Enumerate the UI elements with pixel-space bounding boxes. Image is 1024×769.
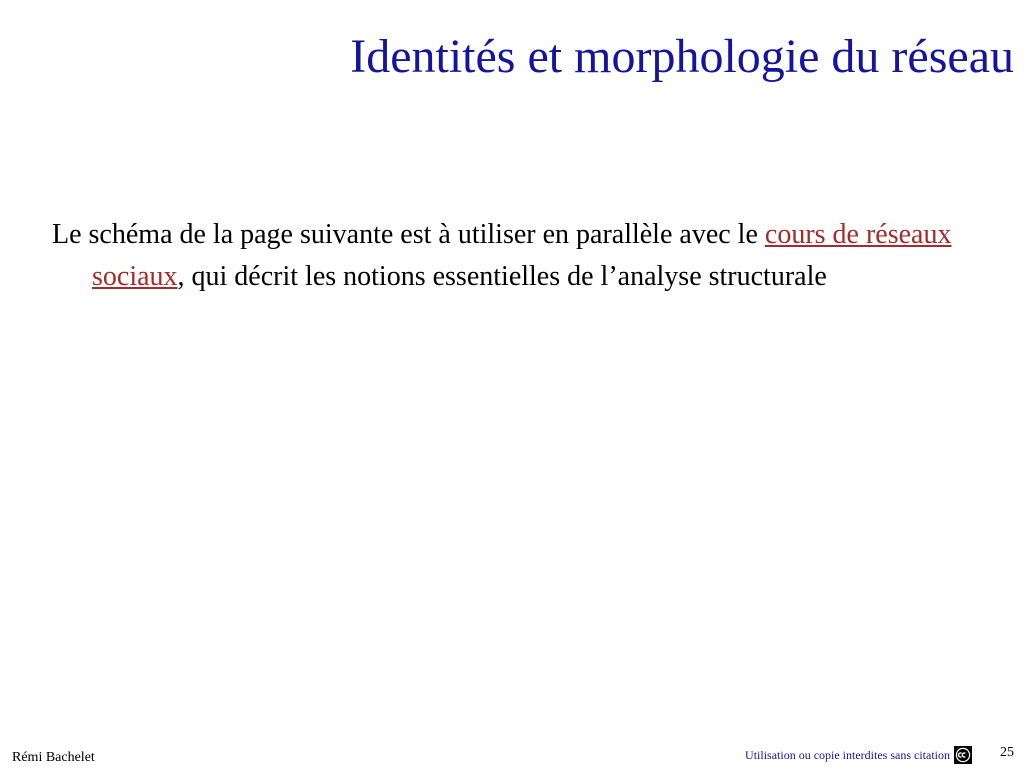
footer-notice-text: Utilisation ou copie interdites sans citation bbox=[745, 748, 950, 762]
slide-title: Identités et morphologie du réseau bbox=[350, 30, 1014, 83]
page-number: 25 bbox=[1000, 745, 1014, 760]
body-text-intro: Le schéma de la page suivante est à utiliser en parallèle avec le bbox=[52, 219, 765, 250]
footer-author: Rémi Bachelet bbox=[12, 750, 95, 765]
body-paragraph bbox=[52, 214, 1012, 298]
creative-commons-icon bbox=[954, 746, 972, 764]
social-networks-course-link[interactable]: cours de réseaux sociaux bbox=[92, 219, 952, 292]
body-text-continuation: , qui décrit les notions essentielles de l’analyse structurale bbox=[177, 261, 827, 292]
footer-license-notice bbox=[745, 746, 972, 764]
